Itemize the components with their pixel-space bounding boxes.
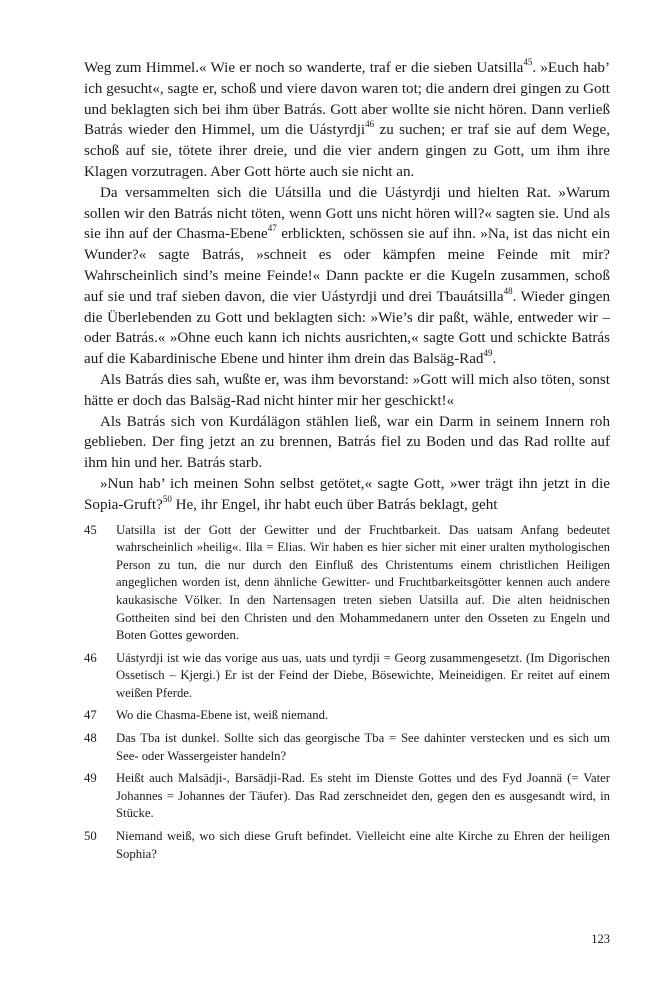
footnote <box>84 522 610 645</box>
footnotes <box>84 522 610 864</box>
footnote-text: Heißt auch Malsädji-, Barsädji-Rad. Es steht im Dienste Gottes und des Fyd Joannä (= Vater Johannes = Johannes der Täufer). Das Rad zerschneidet den, gegen den es ausgesandt wird, in Stücke. <box>116 771 610 821</box>
footnote <box>84 650 610 703</box>
footnote-text: Das Tba ist dunkel. Sollte sich das georgische Tba = See dahinter verstecken und es sich um See- oder Wassergeister handeln? <box>116 731 610 763</box>
footnote-reference: 50 <box>162 493 172 504</box>
book-page <box>84 58 610 868</box>
footnote-text: Wo die Chasma-Ebene ist, weiß niemand. <box>116 708 329 723</box>
footnote-reference: 48 <box>503 285 513 296</box>
text-run: zu suchen; er traf sie auf dem Wege, schoß auf sie, tötete ihrer dreie, und die vier andern gingen zu Gott, um ihm ihre Klagen vorzutragen. Aber Gott hörte auch sie nicht an. <box>84 122 610 180</box>
footnote-number: 48 <box>84 731 97 746</box>
footnote-reference: 49 <box>483 348 493 359</box>
footnote-number: 46 <box>84 650 97 665</box>
footnote-number: 47 <box>84 708 97 723</box>
footnote <box>84 707 610 725</box>
footnote-text: Uástyrdji ist wie das vorige aus uas, uats und tyrdji = Georg zusammengesetzt. (Im Digorischen Ossetisch – Kjergi.) Er ist der Feind der Diebe, Bösewichte, Meineidigen. Er reitet auf einem weißen Pferde. <box>116 650 610 700</box>
footnote-text: Niemand weiß, wo sich diese Gruft befindet. Vielleicht eine alte Kirche zu Ehren der heiligen Sophia? <box>116 829 610 861</box>
footnote <box>84 770 610 823</box>
text-run: . <box>492 351 497 368</box>
main-text <box>84 58 610 516</box>
paragraph <box>84 474 610 516</box>
paragraph <box>84 412 610 474</box>
footnote <box>84 828 610 863</box>
text-run: Als Batrás sich von Kurdálägon stählen ließ, war ein Darm in seinem Innern roh geblieben. Der fing jetzt an zu brennen, Batrás fiel zu Boden und das Rad rollte auf ihm hin und her. Batrás starb. <box>84 413 610 472</box>
text-run: erblickten, schössen sie auf ihn. »Na, ist das nicht ein Wunder?« sagte Batrás, »schneit es oder kämpfen meine Feinde mit mir? Wahrscheinlich sind’s meine Feinde!« Dann packte er die Kugeln zusammen, schoß auf sie und traf sieben davon, die vier Uástyrdji und drei Tbauátsilla <box>84 226 610 305</box>
text-run: . »Euch hab’ ich gesucht«, sagte er, schoß und viere davon waren tot; die andern drei gingen zu Gott und beklagten sich bei ihm über Batrás. Gott aber wollte sie nicht hören. Dann verließ Batrás wieder den Himmel, um die Uástyrdji <box>84 60 611 139</box>
footnote-text: Uatsilla ist der Gott der Gewitter und der Fruchtbarkeit. Das uatsam Anfang bedeutet wahrscheinlich »heilig«. Illa = Elias. Wir haben es hier sicher mit einer uralten mythologischen Person zu tun, die nur durch den Einfluß des Christentums einem christlichen Heiligen angeglichen worden ist, denn ähnliche Gewitter- und Fruchtbarkeitsgötter kennen auch andere kaukasische Völker. In den Nartensagen treten sieben Uatsilla auf. Die alten heidnischen Gottheiten sind bei den Christen und den Mohammedanern unter den Osseten zu Engeln und Boten Gottes geworden. <box>116 522 610 643</box>
footnote-reference: 46 <box>365 119 375 130</box>
text-run: He, ihr Engel, ihr habt euch über Batrás beklagt, geht <box>171 496 498 513</box>
paragraph <box>84 370 610 412</box>
footnote-reference: 45 <box>523 56 533 67</box>
text-run: »Nun hab’ ich meinen Sohn selbst getötet,« sagte Gott, »wer trägt ihn jetzt in die Sopia-Gruft? <box>84 475 610 513</box>
footnote-number: 50 <box>84 829 97 844</box>
footnote-number: 45 <box>84 522 97 537</box>
footnote <box>84 730 610 765</box>
footnote-number: 49 <box>84 771 97 786</box>
text-run: . Wieder gingen die Überlebenden zu Gott und beklagten sich: »Wie’s dir paßt, wähle, entweder wir – oder Batrás.« »Ohne euch kann ich nichts ausrichten,« sagte Gott und schickte Batrás auf die Kabardinische Ebene und hinter ihm drein das Balsäg-Rad <box>84 288 611 368</box>
text-run: Da versammelten sich die Uátsilla und die Uástyrdji und hielten Rat. »Warum sollen wir den Batrás nicht töten, wenn Gott uns nicht hören will?« sagten sie. Und als sie ihn auf der Chasma-Ebene <box>84 184 610 243</box>
footnote-reference: 47 <box>267 223 277 234</box>
paragraph <box>84 183 610 370</box>
text-run: Weg zum Himmel.« Wie er noch so wanderte, traf er die sieben Uatsilla <box>84 60 524 76</box>
page-number: 123 <box>591 932 610 946</box>
text-run: Als Batrás dies sah, wußte er, was ihm bevorstand: »Gott will mich also töten, sonst hätte er doch das Balsäg-Rad nicht hinter mir her geschickt!« <box>84 371 610 409</box>
paragraph <box>84 58 610 183</box>
